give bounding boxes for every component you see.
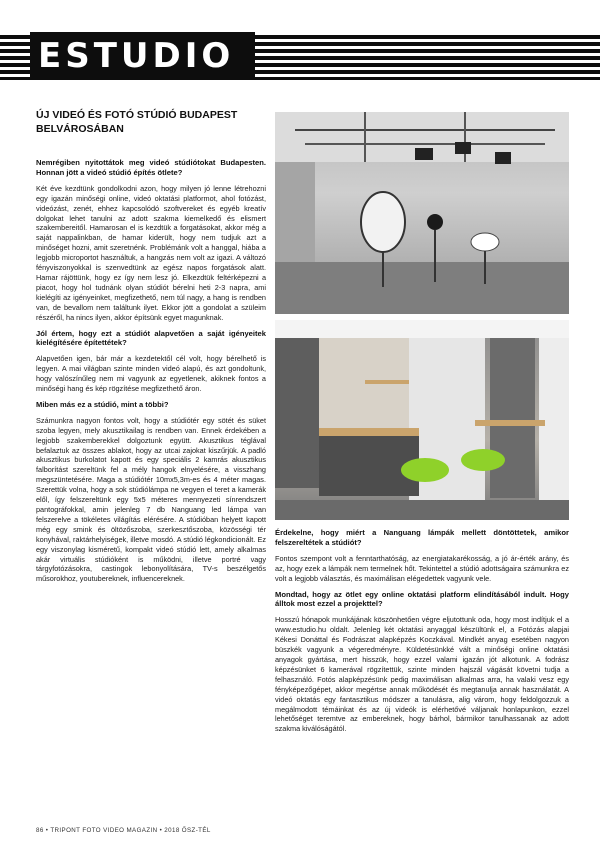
- kitchen-photo: [275, 320, 569, 520]
- page-footer: 86 • TRIPONT FOTO VIDEO MAGAZIN • 2018 ŐSZ-TÉL: [36, 827, 211, 834]
- answer-paragraph: Számunkra nagyon fontos volt, hogy a stúdiótér egy sötét és süket szoba legyen, mely akusztikailag is rendben van. Ennek érdekében a legjobb szakemberekkel dolgoztunk együtt. Akusztikus téglával befalaztuk az összes ablakot, hogy az utcai zajokat kiszűrjük. A padló akusztikus burkolatot kapott és egy speciális 2 kamrás akusztikus falborítást szereltünk fel a mély hangok elnyelésére, a visszhang megszüntetésére. Maga a stúdiótér 10mx5,3m-es és 4 méter magas. Szerettük volna, hogy a sok stúdiólámpa ne vegyen el teret a kamerák elől, így felszereltünk egy 5x5 méteres mennyezeti sínrendszert pantográfokkal, amin jelenleg 7 db Nanguang led lámpa van felszerelve a tökéletes világítás elérésére. A stúdióban helyett kapott még egy smink és öltözőszoba, szerkesztőszoba, közösségi tér konyhával, raktárhelyiségek, illetve mosdó. A stúdió légkondicionált. Ez egy viszonylag kisméretű, kompakt videó stúdió lett, amely alkalmas akár virtuális stúdióként is működni, illetve portré vagy tárgyfotózásokra, castingok lebonyolítására, TV-s beszélgetős műsorokhoz, youtubereknek, influencereknek.: [36, 415, 266, 584]
- answer-paragraph: Alapvetően igen, bár már a kezdetektől cél volt, hogy bérelhető is legyen. A mai világban szinte minden videó alapú, és azt gondoltunk, hogy valószínűleg nem mi vagyunk az egyetlenek, akiknek fontos a minőségi hang és kép rögzítése megfizethető áron.: [36, 354, 266, 394]
- floor: [275, 262, 569, 314]
- brand-logo: ESTUDIO: [38, 36, 235, 76]
- header-stripes-left: [0, 32, 30, 80]
- studio-lamp: [415, 148, 433, 160]
- green-chair: [461, 449, 505, 471]
- umbrella-light: [471, 233, 499, 251]
- tall-cabinet: [275, 338, 319, 488]
- left-wall: [275, 162, 315, 262]
- question-paragraph: Miben más ez a stúdió, mint a többi?: [36, 399, 169, 409]
- wall-shelf: [365, 380, 409, 384]
- question-paragraph: Mondtad, hogy az ötlet egy online oktatási platform elindításából indult. Hogy álltok most ezzel a projekttel?: [275, 589, 569, 609]
- green-chair: [401, 458, 449, 482]
- left-column: [36, 158, 266, 590]
- kitchen-photo-illustration: [275, 320, 569, 520]
- floor: [275, 500, 569, 520]
- header-stripes-right: [255, 32, 600, 80]
- question-paragraph: Nemrégiben nyitottátok meg videó stúdiótokat Budapesten. Honnan jött a videó stúdió építés ötlete?: [36, 158, 266, 177]
- studio-lamp: [427, 214, 443, 230]
- studio-photo: [275, 112, 569, 314]
- article-title: ÚJ VIDEÓ ÉS FOTÓ STÚDIÓ BUDAPEST BELVÁROSÁBAN: [36, 109, 238, 135]
- ceiling: [275, 320, 569, 338]
- softbox-reflector: [361, 192, 405, 252]
- bar-table: [475, 420, 545, 426]
- right-column: [275, 528, 569, 740]
- header-banner: [0, 32, 600, 80]
- question-paragraph: Jól értem, hogy ezt a stúdiót alapvetően a saját igényeitek kielégítésére építettétek?: [36, 328, 266, 348]
- grey-door: [490, 338, 535, 498]
- doorway: [409, 338, 485, 508]
- patterned-wallpaper: [319, 338, 409, 438]
- answer-paragraph: Két éve kezdtünk gondolkodni azon, hogy milyen jó lenne létrehozni egy igazán minőségi online, videó oktatási platformot, ahol fotózást, videózást, zenét, ehhez kapcsolódó szoftvereket és egyéb kreatív dolgokat lehet tanulni az adott szakma kiemelkedő és elismert szakembereitől. Hamarosan el is kezdtük a forgatásokat, akkor még a saját nappalinkban, de hamar kiderült, hogy nem tudjuk azt a minőséget hozni, amit szeretnénk. Problémánk volt a hanggal, hiába a legjobb microportot használtuk, a hangzás nem volt az igazi. A változó fényviszonyokkal is szenvedtünk az egész napos forgatások alatt. Hamar rájöttünk, hogy ez így nem lesz jó. Elkezdtük feltérképezni a piacot, hogy hol tudnánk olyan stúdiót bérelni heti 2-3 napra, ami kielégíti az igényeinket, megfizethető, nem túl nagy, a hang is rendben van, de bevallom nem találtunk ilyet. Ekkor jött a gondolat a szüleim részéről, ha nincs ilyen, akkor építsünk egyet magunknak.: [36, 183, 266, 322]
- studio-lamp: [455, 142, 471, 154]
- answer-paragraph: Hosszú hónapok munkájának köszönhetően végre eljutottunk oda, hogy most indítjuk el a www.estudio.hu oldalt. Jelenleg két oktatási anyaggal készültünk el, a Fotózás alapjai Kékesi Donáttal és Fodrászat alapképzés Koczkával. Mindkét anyag esetében nagyon büszkék vagyunk a végeredményre. Küldetésünkké vált a minőségi online oktatási anyagok gyártása, mert hisszük, hogy ezzel valami igazán jót alkotunk. A fodrász képzésünket 6 kamerával rögzítettük, szinte minden hajszál vágását követni tudja a felhasználó. Fotós alapképzésünk pedig maximálisan alkalmas arra, ha valaki vesz egy fényképezőgépet, akkor megértse annak működését és megtanulja annak használatát. A videó oktatás egy fantasztikus módszer a tanulásra, alig várom, hogy feldolgozzuk a megálmodott témáinkat és az új videók is elérhetővé váljanak honlapunkon, ezzel lehetőséget teremtve az embereknek, hogy bárhol, bármikor tanulhassanak az adott szakma kiválóságától.: [275, 615, 569, 734]
- studio-photo-illustration: [275, 112, 569, 314]
- question-paragraph: Érdekelne, hogy miért a Nanguang lámpák mellett döntöttetek, amikor felszereltétek a stúdiót?: [275, 528, 569, 547]
- studio-lamp: [495, 152, 511, 164]
- answer-paragraph: Fontos szempont volt a fenntarthatóság, az energiatakarékosság, a jó ár-érték arány, és az, hogy ezek a lámpák nem termelnek hőt. Tekintettel a stúdió adottságaira számunkra ez volt a legjobb választás, és maximálisan elégedettek vagyunk vele.: [275, 553, 569, 583]
- wooden-counter: [319, 428, 419, 436]
